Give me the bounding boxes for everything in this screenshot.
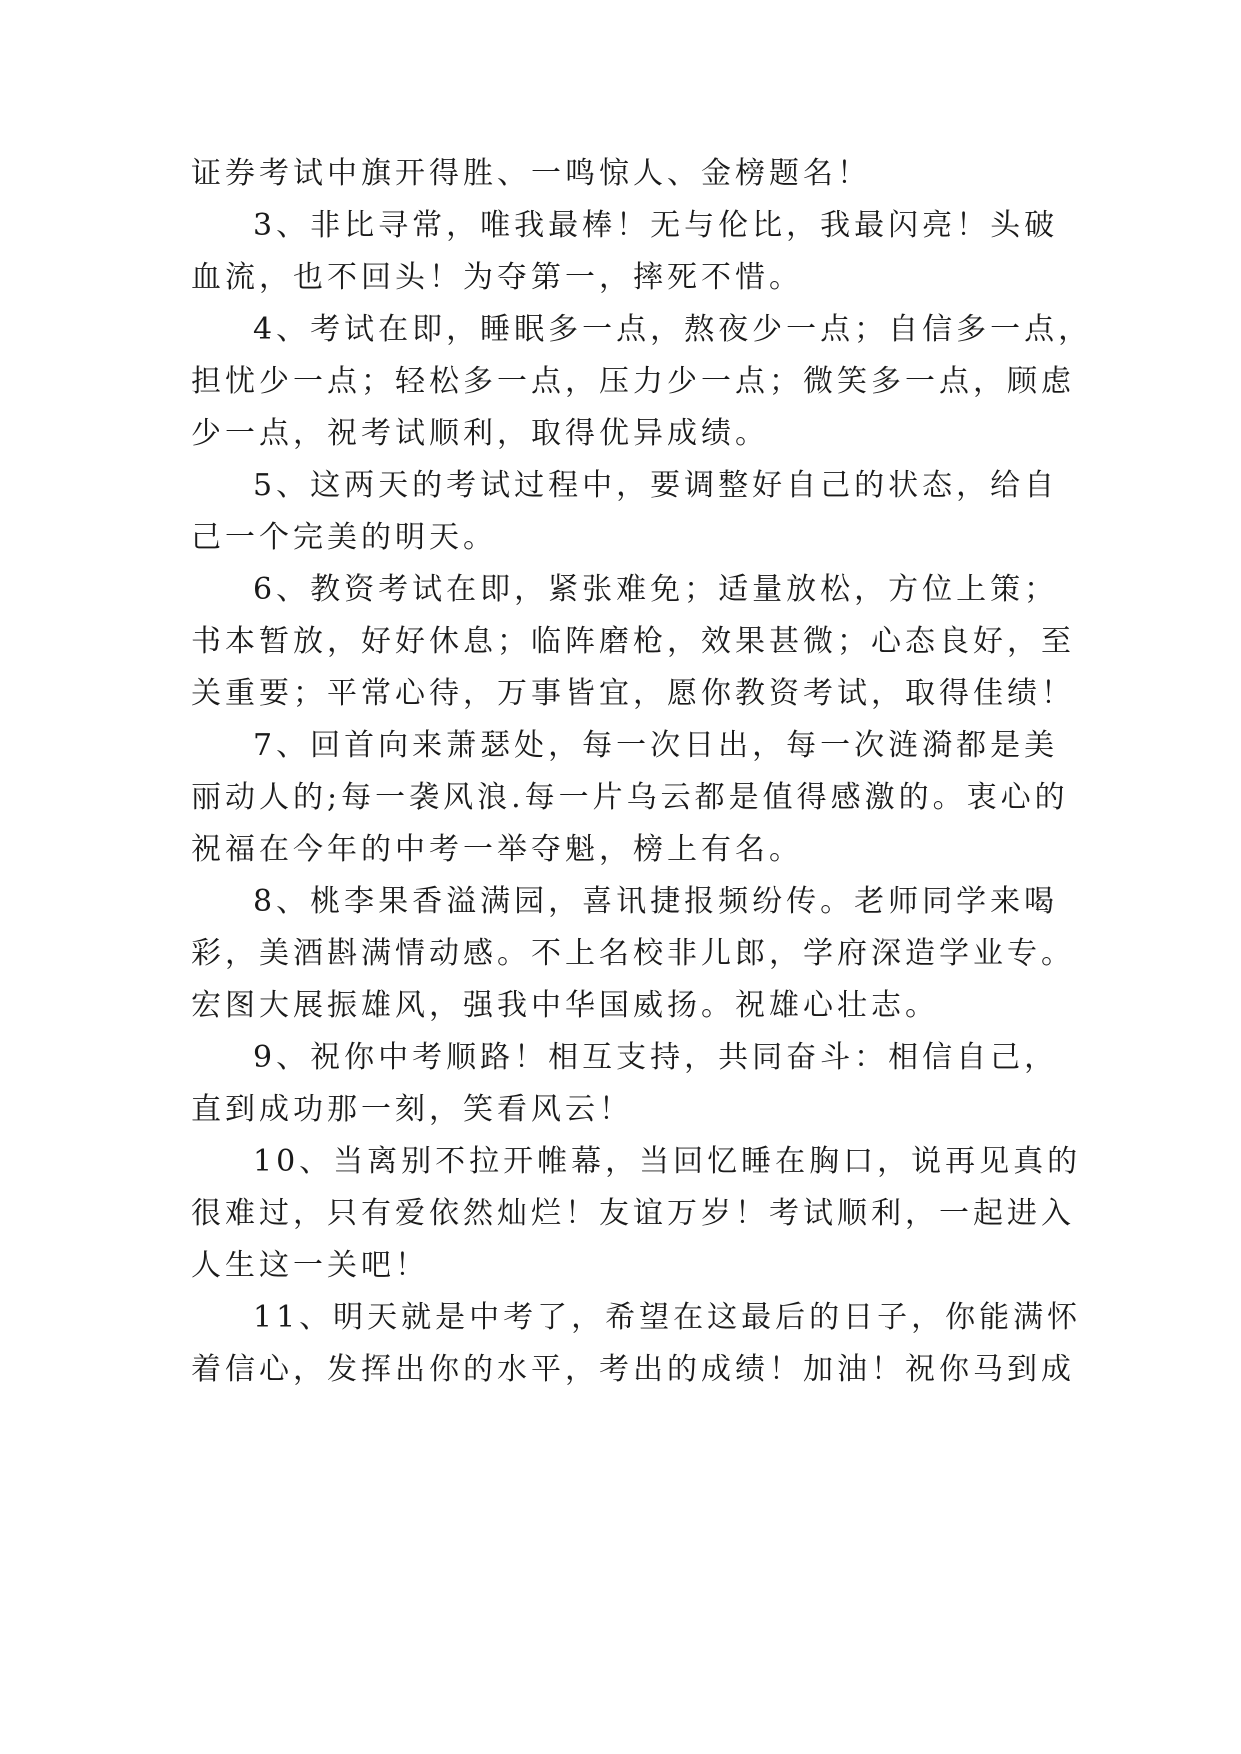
text-line: 8、桃李果香溢满园，喜讯捷报频纷传。老师同学来喝	[253, 884, 1059, 919]
text-line: 7、回首向来萧瑟处，每一次日出，每一次涟漪都是美	[253, 728, 1059, 763]
text-line: 3、非比寻常，唯我最棒！无与伦比，我最闪亮！头破	[253, 208, 1059, 243]
text-line: 宏图大展振雄风，强我中华国威扬。祝雄心壮志。	[191, 988, 939, 1023]
text-line: 血流，也不回头！为夺第一，摔死不惜。	[191, 260, 803, 295]
text-line: 10、当离别不拉开帷幕，当回忆睡在胸口，说再见真的	[253, 1144, 1082, 1179]
text-line: 6、教资考试在即，紧张难免；适量放松，方位上策；	[253, 572, 1059, 607]
text-line: 书本暂放，好好休息；临阵磨枪，效果甚微；心态良好，至	[191, 624, 1075, 659]
text-line: 己一个完美的明天。	[191, 520, 497, 555]
text-line: 担忧少一点；轻松多一点，压力少一点；微笑多一点，顾虑	[191, 364, 1075, 399]
text-line: 祝福在今年的中考一举夺魁，榜上有名。	[191, 832, 803, 867]
text-line: 直到成功那一刻，笑看风云！	[191, 1092, 633, 1127]
text-line: 5、这两天的考试过程中，要调整好自己的状态，给自	[253, 468, 1059, 503]
text-line: 少一点，祝考试顺利，取得优异成绩。	[191, 416, 769, 451]
text-line: 9、祝你中考顺路！相互支持，共同奋斗：相信自己，	[253, 1040, 1059, 1075]
text-line: 证券考试中旗开得胜、一鸣惊人、金榜题名！	[191, 156, 871, 191]
text-line: 彩，美酒斟满情动感。不上名校非儿郎，学府深造学业专。	[191, 936, 1075, 971]
text-line: 人生这一关吧！	[191, 1248, 429, 1283]
text-line: 很难过，只有爱依然灿烂！友谊万岁！考试顺利，一起进入	[191, 1196, 1075, 1231]
text-line: 着信心，发挥出你的水平，考出的成绩！加油！祝你马到成	[191, 1352, 1075, 1387]
text-line: 丽动人的;每一袭风浪.每一片乌云都是值得感激的。衷心的	[191, 780, 1069, 815]
text-line: 关重要；平常心待，万事皆宜，愿你教资考试，取得佳绩！	[191, 676, 1075, 711]
text-line: 4、考试在即，睡眠多一点，熬夜少一点；自信多一点，	[253, 312, 1093, 347]
text-line: 11、明天就是中考了，希望在这最后的日子，你能满怀	[253, 1300, 1082, 1335]
